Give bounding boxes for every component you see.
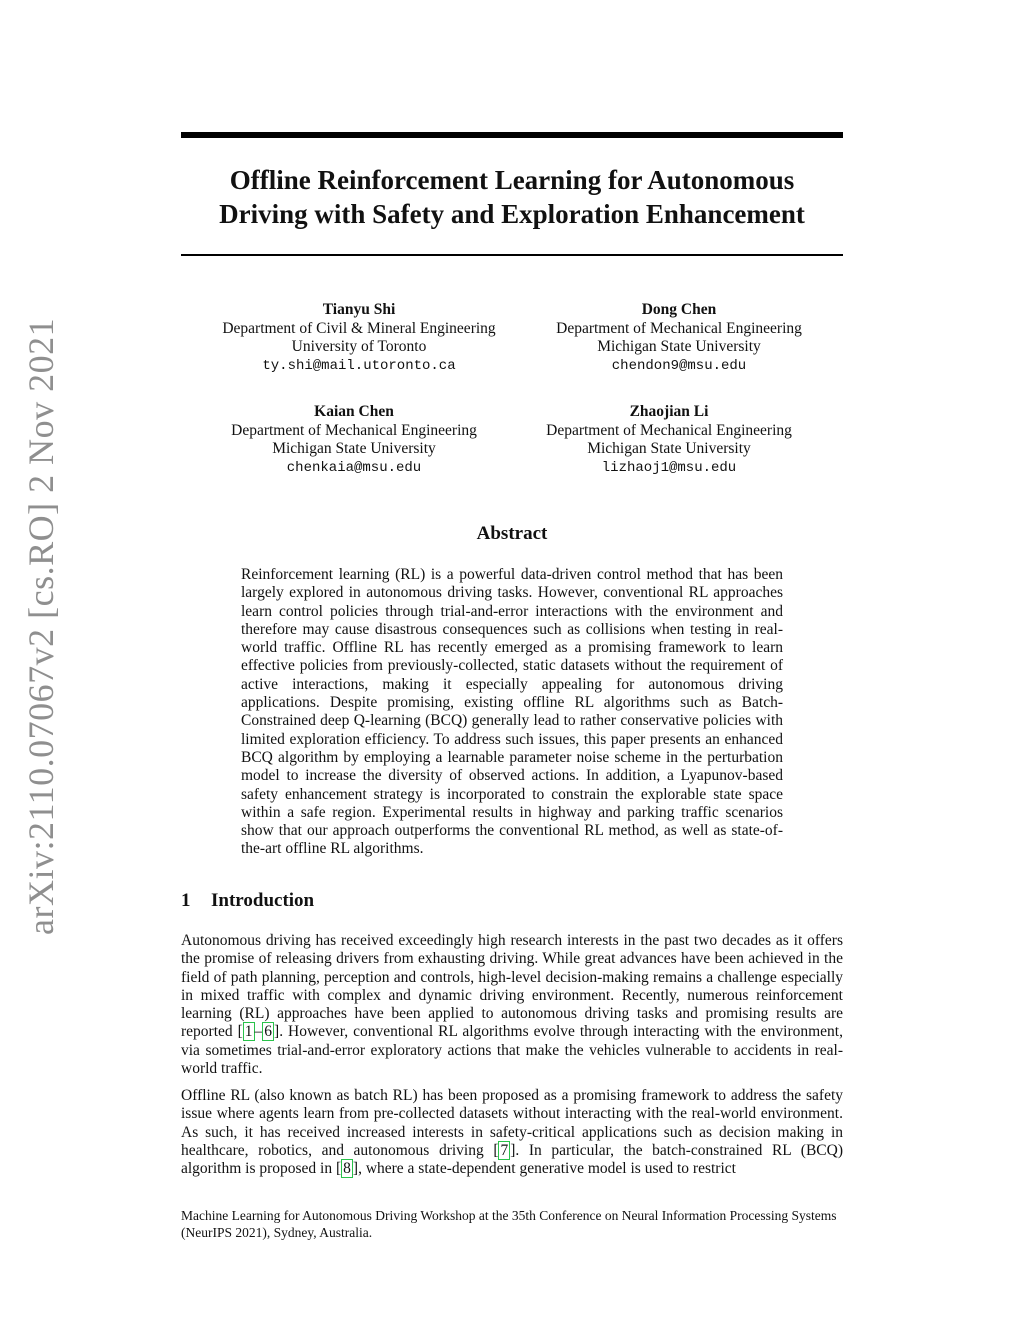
title-bottom-rule <box>181 254 843 256</box>
section-number: 1 <box>181 890 191 911</box>
citation-link[interactable]: 7 <box>500 1141 509 1159</box>
author-org: Michigan State University <box>272 440 436 457</box>
citation-link[interactable]: 1 <box>244 1023 253 1041</box>
venue-footnote: Machine Learning for Autonomous Driving Workshop at the 35th Conference on Neural Information Processing Systems (NeurIPS 2021), Sydney, Australia. <box>181 1208 837 1240</box>
para2-text-after: ], where a state-dependent generative model is used to restrict <box>352 1160 736 1178</box>
author-name: Zhaojian Li <box>629 403 709 420</box>
author-name: Kaian Chen <box>314 403 394 420</box>
author-org: University of Toronto <box>291 338 427 355</box>
abstract-heading: Abstract <box>476 523 548 544</box>
author-dept: Department of Mechanical Engineering <box>231 421 477 439</box>
abstract-text: Reinforcement learning (RL) is a powerful data-driven control method that has been largely explored in autonomous driving tasks. However, conventional RL approaches learn control policies through trial-and-error interactions with the environment and therefore may cause disastrous consequences such as collisions when testing in real-world traffic. Offline RL has recently emerged as a promising framework to learn effective policies from previously-collected, static datasets without the requirement of active interactions, making it especially appealing for autonomous driving applications. Despite promising, existing offline RL algorithms such as Batch-Constrained deep Q-learning (BCQ) generally lead to rather conservative policies with limited exploration efficiency. To address such issues, this paper presents an enhanced BCQ algorithm by employing a learnable parameter noise scheme in the perturbation model to increase the diversity of observed actions. In addition, a Lyapunov-based safety enhancement strategy is incorporated to constrain the explorable state space within a safe region. Experimental results in highway and parking traffic scenarios show that our approach outperforms the conventional RL method, as well as state-of-the-art offline RL algorithms. <box>241 566 783 858</box>
citation-link[interactable]: 8 <box>343 1160 351 1178</box>
author-name: Dong Chen <box>641 301 717 318</box>
author-block-2 <box>519 301 839 375</box>
section-title: Introduction <box>211 890 315 911</box>
paper-title <box>181 163 843 231</box>
author-email[interactable]: lizhaoj1@msu.edu <box>601 459 737 476</box>
para1-text-after: ]. However, conventional RL algorithms evolve through interacting with the environment, via sometimes trial-and-error exploratory actions that make the vehicles vulnerable to accidents in real-world traffic. <box>181 1023 843 1078</box>
author-dept: Department of Mechanical Engineering <box>546 421 792 439</box>
author-block-1 <box>199 301 519 375</box>
author-email[interactable]: ty.shi@mail.utoronto.ca <box>262 357 456 374</box>
intro-paragraph-1 <box>181 932 843 1078</box>
author-name: Tianyu Shi <box>322 301 396 318</box>
author-block-4 <box>509 403 829 477</box>
author-email[interactable]: chendon9@msu.edu <box>611 357 747 374</box>
author-block-3 <box>194 403 514 477</box>
title-line-1: Offline Reinforcement Learning for Autonomous <box>229 165 795 195</box>
author-dept: Department of Civil & Mineral Engineering <box>222 319 496 337</box>
section-heading <box>181 890 314 912</box>
author-dept: Department of Mechanical Engineering <box>556 319 802 337</box>
para2-text-before: Offline RL (also known as batch RL) has been proposed as a promising framework to address the safety issue where agents learn from pre-collected datasets without interacting with the real-world environment. As such, it has received increased interests in safety-critical applications such as decision making in healthcare, robotics, and autonomous driving [ <box>181 1087 843 1159</box>
para2-text-mid: ]. In particular, the batch-constrained RL (BCQ) algorithm is proposed in [ <box>181 1141 843 1178</box>
title-line-2: Driving with Safety and Exploration Enhancement <box>219 199 805 229</box>
para1-text-before: Autonomous driving has received exceedingly high research interests in the past two decades as it offers the promise of releasing drivers from exhausting driving. While great advances have been achieved in the field of path planning, perception and controls, high-level decision-making remains a challenge especially in mixed traffic with complex and dynamic driving environment. Recently, numerous reinforcement learning (RL) approaches have been applied to autonomous driving tasks and promising results are reported [ <box>181 932 843 1041</box>
title-top-rule <box>181 132 843 138</box>
para1-dash: – <box>254 1023 263 1041</box>
author-email[interactable]: chenkaia@msu.edu <box>286 459 422 476</box>
author-org: Michigan State University <box>597 338 761 355</box>
citation-link[interactable]: 6 <box>264 1023 273 1041</box>
author-org: Michigan State University <box>587 440 751 457</box>
intro-paragraph-2 <box>181 1087 843 1178</box>
arxiv-stamp: arXiv:2110.07067v2 [cs.RO] 2 Nov 2021 <box>21 317 61 935</box>
